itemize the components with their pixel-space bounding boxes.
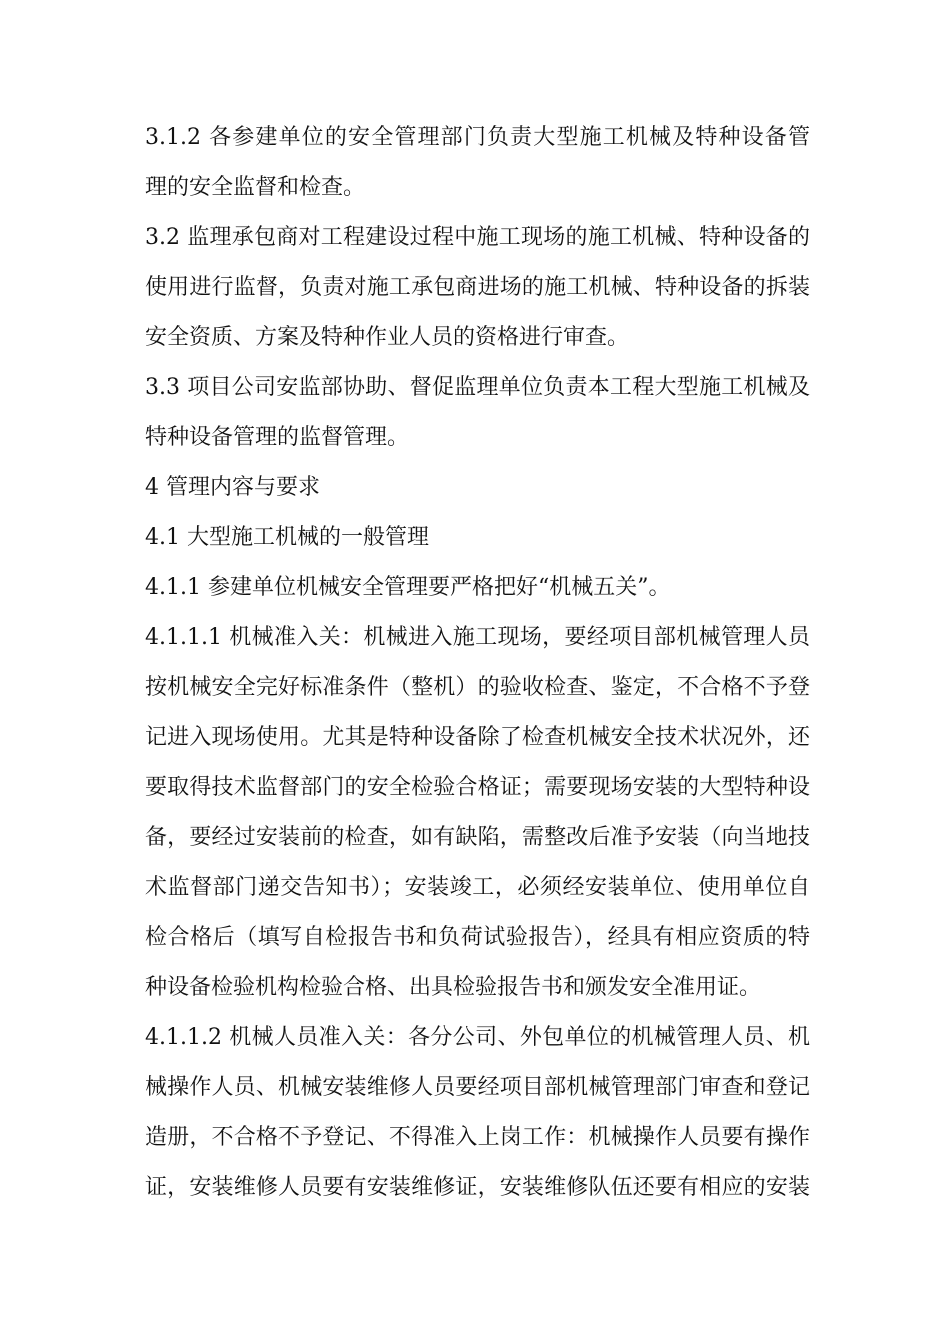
text-line: 备，要经过安装前的检查，如有缺陷，需整改后准予安装（向当地技 [145,825,810,850]
text-line: 检合格后（填写自检报告书和负荷试验报告），经具有相应资质的特 [145,925,810,950]
text-line: 使用进行监督，负责对施工承包商进场的施工机械、特种设备的拆装 [145,275,810,300]
text-line: 3.1.2 各参建单位的安全管理部门负责大型施工机械及特种设备管 [145,125,810,150]
text-line: 3.2 监理承包商对工程建设过程中施工现场的施工机械、特种设备的 [145,225,810,250]
text-line: 种设备检验机构检验合格、出具检验报告书和颁发安全准用证。 [145,975,762,1000]
text-line: 械操作人员、机械安装维修人员要经项目部机械管理部门审查和登记 [145,1075,810,1100]
subsection-heading: 4.1 大型施工机械的一般管理 [145,525,429,550]
text-line: 3.3 项目公司安监部协助、督促监理单位负责本工程大型施工机械及 [145,375,810,400]
text-line: 术监督部门递交告知书）；安装竣工，必须经安装单位、使用单位自 [145,875,810,900]
text-line: 造册，不合格不予登记、不得准入上岗工作：机械操作人员要有操作 [145,1125,810,1150]
text-line: 4.1.1.1 机械准入关：机械进入施工现场，要经项目部机械管理人员 [145,625,810,650]
section-heading: 4 管理内容与要求 [145,475,320,500]
text-line: 4.1.1 参建单位机械安全管理要严格把好“机械五关”。 [145,575,671,600]
text-line: 安全资质、方案及特种作业人员的资格进行审查。 [145,325,630,350]
text-line: 证，安装维修人员要有安装维修证，安装维修队伍还要有相应的安装 [145,1175,810,1200]
text-line: 记进入现场使用。尤其是特种设备除了检查机械安全技术状况外，还 [145,725,810,750]
text-line: 按机械安全完好标准条件（整机）的验收检查、鉴定，不合格不予登 [145,675,810,700]
text-line: 要取得技术监督部门的安全检验合格证；需要现场安装的大型特种设 [145,775,810,800]
text-line: 特种设备管理的监督管理。 [145,425,410,450]
document-body [145,113,810,1213]
text-line: 4.1.1.2 机械人员准入关：各分公司、外包单位的机械管理人员、机 [145,1025,810,1050]
text-line: 理的安全监督和检查。 [145,175,366,200]
